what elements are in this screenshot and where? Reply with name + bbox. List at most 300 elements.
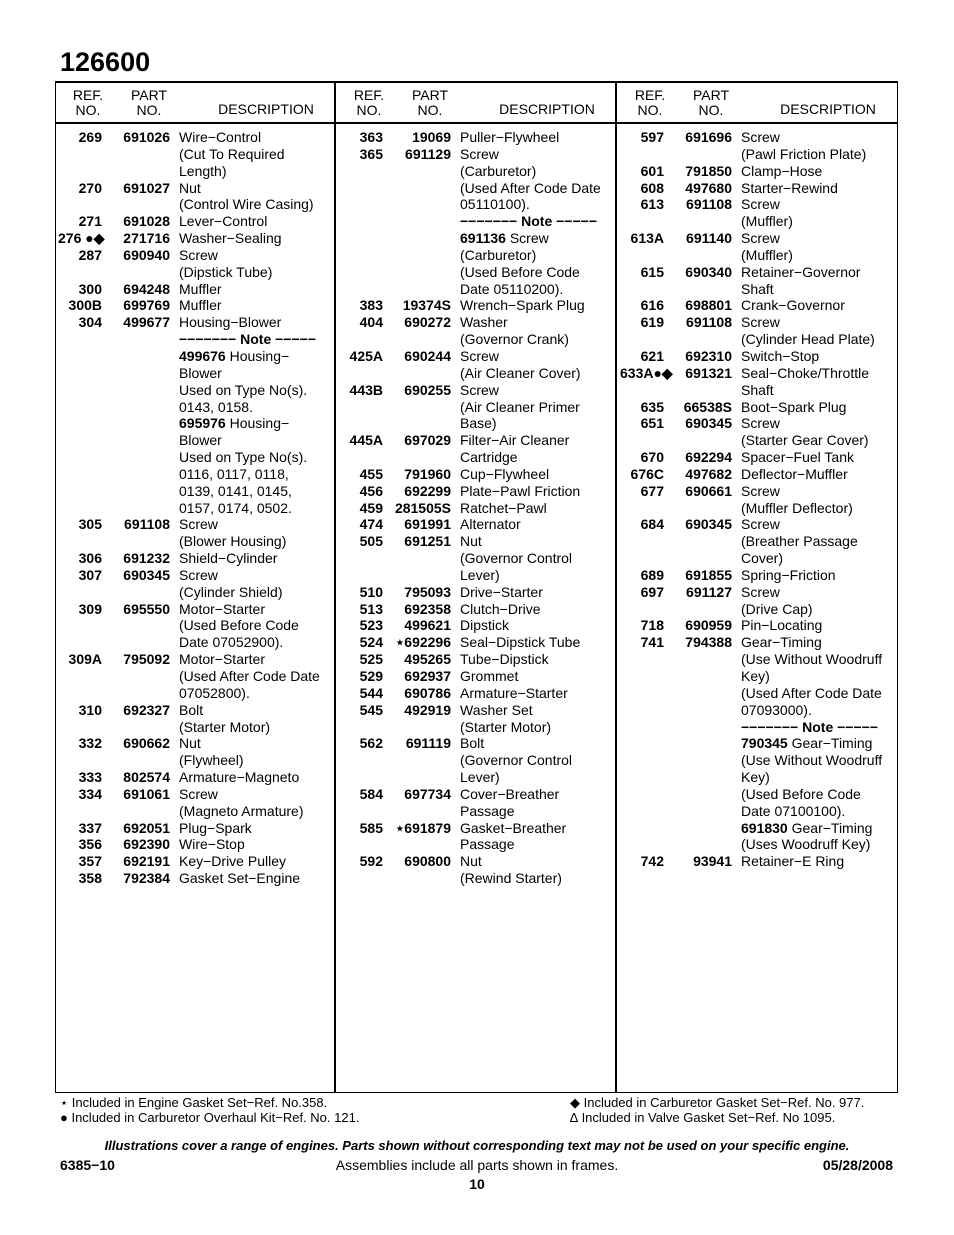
part-description <box>460 432 569 449</box>
table-row <box>58 415 332 432</box>
description-text: (Cylinder Shield) <box>179 583 283 600</box>
description-text: (Starter Motor) <box>460 718 552 735</box>
part-number: 690940 <box>123 246 170 263</box>
table-row <box>58 853 332 870</box>
ref-number: 505 <box>359 533 383 550</box>
ref-number: 356 <box>78 836 102 853</box>
part-description <box>179 348 289 365</box>
part-description <box>741 180 838 197</box>
ref-header: REF. <box>72 87 104 103</box>
part-number: 695550 <box>123 600 170 617</box>
ref-number: 269 <box>78 129 102 145</box>
description-text: (Use Without Woodruff <box>741 651 883 668</box>
table-row <box>620 769 894 786</box>
ref-header-no: NO. <box>637 102 663 118</box>
table-row <box>339 719 613 736</box>
description-text: 0139, 0141, 0145, <box>179 482 292 499</box>
part-description <box>741 601 813 618</box>
description-text: Tube−Dipstick <box>460 651 549 668</box>
part-number: 691696 <box>685 129 732 145</box>
part-number: 691232 <box>123 550 170 567</box>
ref-number: 300B <box>68 297 102 314</box>
ref-number: 425A <box>349 347 383 364</box>
table-row <box>339 163 613 180</box>
description-text: Armature−Starter <box>460 684 568 701</box>
part-description <box>460 702 533 719</box>
table-row <box>58 331 332 348</box>
description-text: Crank−Governor <box>741 297 845 314</box>
description-text: 0116, 0117, 0118, <box>179 465 289 482</box>
part-number: 691127 <box>686 583 732 600</box>
part-description <box>460 415 497 432</box>
part-description <box>179 752 244 769</box>
part-description <box>741 533 858 550</box>
description-text: Screw <box>460 145 499 162</box>
description-text: Motor−Starter <box>179 600 265 617</box>
part-description <box>460 297 585 314</box>
description-text: Screw <box>179 516 218 533</box>
ref-number: 358 <box>78 870 102 887</box>
description-text: Muffler <box>179 280 222 297</box>
part-description <box>460 230 549 247</box>
table-row <box>339 230 613 247</box>
part-description <box>741 163 822 180</box>
description-text: Starter−Rewind <box>741 179 838 196</box>
table-row <box>620 584 894 601</box>
description-text: Cup−Flywheel <box>460 465 550 482</box>
description-text: Screw <box>741 516 780 533</box>
ref-number: 270 <box>78 179 102 196</box>
table-row <box>620 466 894 483</box>
part-description <box>179 702 203 719</box>
part-description <box>741 213 793 230</box>
table-row <box>620 668 894 685</box>
ref-number: 684 <box>640 516 664 533</box>
part-number: 93941 <box>693 853 732 870</box>
part-number: 692299 <box>404 482 451 499</box>
alt-part-number: 790345 <box>741 735 788 752</box>
ref-number: 651 <box>640 415 664 432</box>
part-header-no: NO. <box>698 102 724 118</box>
description-text: Lever) <box>460 566 500 583</box>
description-text: Nut <box>179 179 201 196</box>
part-number: 692051 <box>123 819 170 836</box>
table-row <box>58 129 332 146</box>
description-text: (Carburetor) <box>460 246 537 263</box>
description-text: (Used Before Code <box>460 263 580 280</box>
description-text: Cover−Breather <box>460 785 560 802</box>
description-text: Screw <box>460 381 499 398</box>
part-description <box>741 230 780 247</box>
table-row <box>620 314 894 331</box>
part-description <box>741 449 854 466</box>
ref-number: 404 <box>359 314 383 331</box>
ref-number: 300 <box>78 280 102 297</box>
description-text: Screw <box>741 129 780 145</box>
part-number: 802574 <box>123 769 170 786</box>
ref-number: 613 <box>640 196 664 213</box>
part-description <box>179 567 218 584</box>
footnote: ∆ Included in Valve Gasket Set−Ref. No 1095. <box>570 1110 836 1125</box>
table-row <box>620 685 894 702</box>
ref-number: 635 <box>640 398 664 415</box>
table-row <box>339 449 613 466</box>
part-number: ⋆692296 <box>395 634 451 651</box>
footnotes-right <box>570 1095 864 1125</box>
table-row <box>58 735 332 752</box>
description-text: (Uses Woodruff Key) <box>741 836 871 853</box>
description-text: Puller−Flywheel <box>460 129 560 145</box>
description-text: Used on Type No(s). <box>179 381 308 398</box>
ref-number: 592 <box>359 853 383 870</box>
alt-part-number: 499676 <box>179 347 226 364</box>
ref-number: 456 <box>359 482 383 499</box>
ref-number: 510 <box>359 583 383 600</box>
description-text: Muffler <box>179 297 222 314</box>
table-row <box>339 685 613 702</box>
part-number: 690272 <box>404 314 451 331</box>
description-text: (Dipstick Tube) <box>179 263 273 280</box>
ref-header-no: NO. <box>75 102 101 118</box>
description-text: Clamp−Hose <box>741 162 823 179</box>
ref-header: REF. <box>353 87 385 103</box>
part-number: 691855 <box>685 566 732 583</box>
table-row <box>620 382 894 399</box>
part-description <box>460 331 569 348</box>
description-text: Wire−Stop <box>179 836 245 853</box>
part-description <box>460 399 580 416</box>
table-row <box>339 870 613 887</box>
description-text: Screw <box>741 415 780 432</box>
parts-column-1 <box>58 129 332 887</box>
table-row <box>339 769 613 786</box>
description-text: Used on Type No(s). <box>179 449 308 466</box>
table-row <box>58 314 332 331</box>
description-text: −−−−−−− Note −−−−− <box>179 331 316 348</box>
description-text: Screw <box>741 196 780 213</box>
table-row <box>620 415 894 432</box>
part-description <box>179 415 289 432</box>
part-number: 497682 <box>685 465 732 482</box>
table-row <box>620 601 894 618</box>
table-row <box>58 432 332 449</box>
table-row <box>339 836 613 853</box>
description-text: (Carburetor) <box>460 162 537 179</box>
ref-number: 276 ●◆ <box>58 230 105 247</box>
part-description <box>179 163 226 180</box>
part-number: 692310 <box>685 347 732 364</box>
table-row <box>58 870 332 887</box>
part-description <box>179 449 307 466</box>
description-text: Plate−Pawl Friction <box>460 482 581 499</box>
description-text: Alternator <box>460 516 521 533</box>
part-description <box>179 483 292 500</box>
description-text: Key−Drive Pulley <box>179 853 286 870</box>
description-text: 0143, 0158. <box>179 398 253 415</box>
part-description <box>179 617 299 634</box>
part-description <box>741 247 793 264</box>
part-description <box>460 213 597 230</box>
table-row <box>339 516 613 533</box>
table-row <box>339 297 613 314</box>
alt-part-number: 691136 <box>460 230 506 247</box>
part-description <box>179 230 282 247</box>
description-text: Date 07100100). <box>741 802 846 819</box>
part-description <box>741 264 860 281</box>
part-description <box>741 567 836 584</box>
part-number: 691028 <box>123 213 170 230</box>
ref-number: 525 <box>359 651 383 668</box>
part-description <box>179 769 299 786</box>
description-text: Shaft <box>741 381 774 398</box>
description-text: Screw <box>179 566 218 583</box>
table-row <box>339 196 613 213</box>
description-text: Washer Set <box>460 701 533 718</box>
document-number: 6385−10 <box>60 1157 115 1173</box>
part-description <box>460 567 500 584</box>
description-text: Bolt <box>179 701 204 718</box>
table-row <box>339 466 613 483</box>
part-description <box>179 297 222 314</box>
part-description <box>179 550 277 567</box>
table-row <box>58 500 332 517</box>
part-description <box>741 786 861 803</box>
description-text: Screw <box>179 246 218 263</box>
table-row <box>58 281 332 298</box>
table-row <box>620 180 894 197</box>
table-row <box>620 247 894 264</box>
part-number: 690786 <box>404 684 451 701</box>
table-row <box>58 803 332 820</box>
table-row <box>58 213 332 230</box>
description-text: Cartridge <box>460 449 518 466</box>
description-text: Date 07052900). <box>179 634 284 651</box>
description-text: (Used After Code Date <box>460 179 601 196</box>
alt-part-number: 691830 <box>741 819 788 836</box>
table-row <box>58 752 332 769</box>
description-text: Nut <box>460 533 482 550</box>
ref-number: 287 <box>78 246 102 263</box>
table-row <box>58 668 332 685</box>
ref-number: 309 <box>78 600 102 617</box>
description-text: Housing− <box>225 347 290 364</box>
table-row <box>58 836 332 853</box>
part-description <box>460 617 509 634</box>
part-description <box>460 853 482 870</box>
table-row <box>58 601 332 618</box>
table-row <box>620 146 894 163</box>
description-text: Housing−Blower <box>179 314 282 331</box>
description-text: Retainer−E Ring <box>741 853 845 870</box>
header-rule <box>55 122 898 124</box>
description-text: Gear−Timing <box>741 634 822 651</box>
part-description <box>460 820 566 837</box>
table-row <box>339 415 613 432</box>
description-text: Drive−Starter <box>460 583 543 600</box>
part-description <box>460 803 514 820</box>
table-row <box>620 213 894 230</box>
part-description <box>741 281 774 298</box>
part-description <box>741 516 780 533</box>
table-row <box>339 735 613 752</box>
part-header-no: NO. <box>417 102 443 118</box>
part-description <box>741 735 872 752</box>
table-row <box>620 163 894 180</box>
part-description <box>460 314 508 331</box>
ref-number: 613A <box>630 230 664 247</box>
table-row <box>339 348 613 365</box>
ref-number: 455 <box>359 465 383 482</box>
ref-number: 741 <box>640 634 664 651</box>
part-description <box>741 297 845 314</box>
table-row <box>620 264 894 281</box>
part-description <box>741 365 869 382</box>
description-text: (Air Cleaner Cover) <box>460 364 581 381</box>
table-row <box>339 129 613 146</box>
table-row <box>58 651 332 668</box>
part-description <box>179 634 283 651</box>
part-description <box>460 550 572 567</box>
ref-header-no: NO. <box>356 102 382 118</box>
ref-number: 357 <box>78 853 102 870</box>
ref-number: 597 <box>640 129 664 145</box>
part-description <box>179 685 250 702</box>
table-row <box>620 281 894 298</box>
part-description <box>179 803 304 820</box>
table-row <box>58 264 332 281</box>
description-text: Screw <box>741 583 780 600</box>
description-text: Screw <box>460 347 499 364</box>
description-text: Ratchet−Pawl <box>460 499 547 516</box>
ref-number: 545 <box>359 701 383 718</box>
description-text: Wire−Control <box>179 129 262 145</box>
table-row <box>620 533 894 550</box>
part-number: 699769 <box>123 297 170 314</box>
part-number: 691251 <box>404 533 451 550</box>
table-row <box>620 365 894 382</box>
description-text: (Drive Cap) <box>741 600 813 617</box>
description-text: 05110100). <box>460 196 530 213</box>
part-description <box>179 196 314 213</box>
description-text: Gasket Set−Engine <box>179 870 301 887</box>
part-description <box>741 382 774 399</box>
part-description <box>179 836 245 853</box>
part-description <box>179 651 265 668</box>
part-number: 692191 <box>123 853 170 870</box>
table-row <box>339 651 613 668</box>
part-number: 691321 <box>685 364 732 381</box>
part-description <box>741 314 780 331</box>
description-text: Pin−Locating <box>741 617 823 634</box>
ref-number: 585 <box>359 819 383 836</box>
description-text: Lever−Control <box>179 213 268 230</box>
part-description <box>179 820 252 837</box>
description-text: Gasket−Breather <box>460 819 567 836</box>
part-description <box>179 314 281 331</box>
part-number: 791960 <box>404 465 451 482</box>
table-row <box>58 247 332 264</box>
description-text: Cover) <box>741 550 784 567</box>
table-row <box>58 297 332 314</box>
description-text: Passage <box>460 802 515 819</box>
description-text: Plug−Spark <box>179 819 252 836</box>
description-text: Switch−Stop <box>741 347 820 364</box>
table-row <box>339 247 613 264</box>
part-description <box>741 196 780 213</box>
ref-number: 310 <box>78 701 102 718</box>
description-text: Seal−Dipstick Tube <box>460 634 581 651</box>
ref-header: REF. <box>634 87 666 103</box>
table-row <box>58 365 332 382</box>
part-description <box>741 483 780 500</box>
description-text: (Muffler) <box>741 213 793 230</box>
table-row <box>339 668 613 685</box>
ref-number: 332 <box>78 735 102 752</box>
ref-number: 307 <box>78 566 102 583</box>
description-text: 07052800). <box>179 684 250 701</box>
part-description <box>460 382 499 399</box>
description-text: (Magneto Armature) <box>179 802 304 819</box>
description-text: Washer <box>460 314 508 331</box>
page-number: 10 <box>469 1176 485 1192</box>
part-description <box>460 584 543 601</box>
description-text: Spring−Friction <box>741 566 836 583</box>
part-description <box>460 146 499 163</box>
description-text: (Governor Control <box>460 550 573 567</box>
part-number: 692358 <box>404 600 451 617</box>
description-text: (Used Before Code <box>179 617 299 634</box>
footnote: ◆ Included in Carburetor Gasket Set−Ref. No. 977. <box>570 1095 865 1110</box>
description-text: (Control Wire Casing) <box>179 196 314 213</box>
description-text: (Governor Control <box>460 752 573 769</box>
part-description <box>741 803 845 820</box>
part-description <box>179 516 218 533</box>
part-number: 691026 <box>123 129 170 145</box>
part-number: 66538S <box>683 398 732 415</box>
footnote: ● Included in Carburetor Overhaul Kit−Ref. No. 121. <box>60 1110 360 1125</box>
table-row <box>58 348 332 365</box>
description-text: (Cut To Required <box>179 145 285 162</box>
part-description <box>179 281 222 298</box>
part-description <box>741 415 780 432</box>
part-number: 691027 <box>123 179 170 196</box>
description-text: Length) <box>179 162 227 179</box>
table-row <box>339 432 613 449</box>
ref-number: 306 <box>78 550 102 567</box>
ref-number: 363 <box>359 129 383 145</box>
table-row <box>339 820 613 837</box>
part-description <box>179 331 316 348</box>
table-row <box>58 550 332 567</box>
description-text: −−−−−−− Note −−−−− <box>741 718 878 735</box>
ref-number: 271 <box>78 213 102 230</box>
part-number: ⋆691879 <box>395 819 451 836</box>
ref-number: 608 <box>640 179 664 196</box>
table-row <box>58 702 332 719</box>
part-description <box>460 247 536 264</box>
part-number: 791850 <box>685 162 732 179</box>
part-description <box>460 735 484 752</box>
description-text: Screw <box>179 785 218 802</box>
table-row <box>58 163 332 180</box>
table-row <box>58 820 332 837</box>
page-title: 126600 <box>60 47 151 77</box>
part-description <box>741 129 780 146</box>
part-description <box>460 196 530 213</box>
part-description <box>741 820 872 837</box>
part-number: 690255 <box>404 381 451 398</box>
description-text: (Cylinder Head Plate) <box>741 331 875 348</box>
